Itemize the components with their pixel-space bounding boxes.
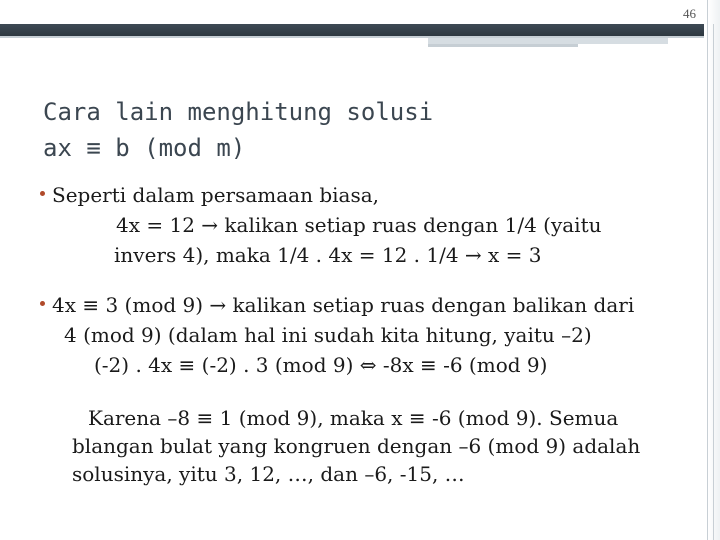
slide-title-line-2: ax ≡ b (mod m) [43,134,246,162]
bullet-2-line-2: 4 (mod 9) (dalam hal ini sudah kita hitung, yaitu –2) [64,323,592,347]
slide-number: 46 [683,6,696,21]
conclusion-line-1: Karena –8 ≡ 1 (mod 9), maka x ≡ -6 (mod 9). Semua [88,406,619,430]
bullet-1-line-1: Seperti dalam persamaan biasa, [52,183,380,207]
slide-header-accent-small [428,44,578,47]
conclusion-paragraph [72,404,692,488]
bullet-1 [52,180,682,270]
bullet-2-line-1: 4x ≡ 3 (mod 9) → kalikan setiap ruas dengan balikan dari [52,293,635,317]
bullet-2-marker [40,301,45,306]
bullet-1-line-3: invers 4), maka 1/4 . 4x = 12 . 1/4 → x = 3 [114,243,542,267]
slide-title [43,94,663,166]
conclusion-line-3: solusinya, yitu 3, 12, …, dan –6, -15, … [72,462,465,486]
bullet-2 [52,290,682,380]
slide-right-frame-line [713,24,714,540]
slide-title-line-1: Cara lain menghitung solusi [43,98,434,126]
bullet-1-line-2: 4x = 12 → kalikan setiap ruas dengan 1/4 (yaitu [116,213,602,237]
bullet-2-line-3: (-2) . 4x ≡ (-2) . 3 (mod 9) ⇔ -8x ≡ -6 (mod 9) [94,353,548,377]
slide-header-band [0,24,704,36]
conclusion-line-2: blangan bulat yang kongruen dengan –6 (mod 9) adalah [72,434,641,458]
bullet-1-marker [40,191,45,196]
